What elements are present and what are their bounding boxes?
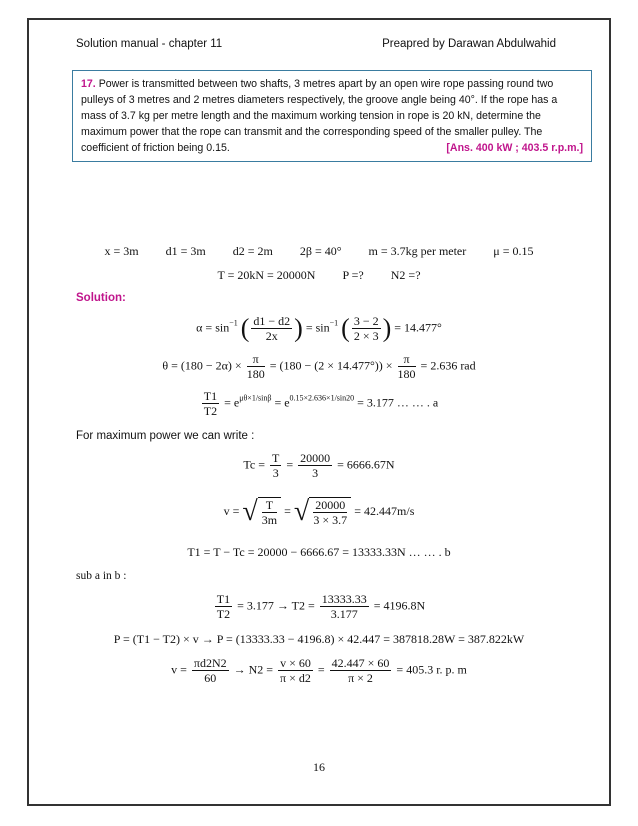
given-tension: T = 20kN = 20000N [217, 268, 316, 282]
t1-equation: T1 = T − Tc = 20000 − 6666.67 = 13333.33N … … . b [187, 545, 451, 559]
tc-equation: Tc = $\frac{T}{3}$ = $\frac{20000}{3}$ = 6666.67N [243, 451, 395, 480]
given-n2: N2 =? [390, 268, 421, 282]
problem-answer: [Ans. 400 kW ; 403.5 r.p.m.] [446, 142, 583, 154]
problem-box [72, 70, 592, 162]
given-d1: d1 = 3m [165, 244, 206, 258]
given-beta: 2β = 40° [299, 244, 342, 258]
given-mass: m = 3.7kg per meter [368, 244, 467, 258]
problem-number: 17. [81, 78, 96, 90]
header-left: Solution manual - chapter 11 [76, 38, 223, 50]
theta-equation: θ = (180 − 2α) × $\frac{\pi}{180}$ = (180 − (2 × 14.477°)) × $\frac{\pi}{180}$ = 2.636 rad [162, 352, 476, 381]
max-power-text: For maximum power we can write : [76, 430, 255, 442]
problem-text: Power is transmitted between two shafts, 3 metres apart by an open wire rope passing round two pulleys of 3 metres and 2 metres diameters respectively, the groove angle being 40°. If the rope has a mass of 3.7 kg per metre length and the maximum working tension in rope is 20 kN, determine the maximum power that the rope can transmit and the corresponding speed of the smaller pulley. The coefficient of friction being 0.15. [81, 78, 558, 154]
given-d2: d2 = 2m [232, 244, 273, 258]
given-values-row [0, 244, 638, 259]
given-mu: μ = 0.15 [493, 244, 534, 258]
header-right: Preapred by Darawan Abdulwahid [382, 38, 556, 50]
velocity-equation: v = √ $\frac{T}{3m}$ = √ $\frac{20000}{3 \times 3.7}$ = 42.447m/s [223, 496, 415, 527]
power-equation: P = (T1 − T2) × v → P = (13333.33 − 4196.8) × 42.447 = 387818.28W = 387.822kW [113, 632, 525, 646]
page-number: 16 [313, 760, 325, 774]
t2-equation: $\frac{T1}{T2}$ = 3.177 → T2 = $\frac{13333.33}{3.177}$ = 4196.8N [216, 592, 426, 621]
given-values-row-2 [0, 268, 638, 283]
given-x: x = 3m [104, 244, 139, 258]
substitution-text: sub a in b : [76, 570, 127, 582]
solution-label: Solution: [76, 292, 126, 304]
alpha-equation: $\alpha = \sin^{-1}$ ( $\frac{d1 - d2}{2x}$ ) = $\sin^{-1}$ ( $\frac{3 - 2}{2 \times 3}$ ) = 14.477° [196, 313, 442, 343]
tension-ratio-equation: $\frac{T1}{T2}$ = $e^{\mu\theta\times 1/sin\beta} = e^{0.15\times 2.636\times 1/sin20} = 3.177$ … … . a [203, 389, 439, 418]
given-power: P =? [342, 268, 364, 282]
speed-equation: v = $\frac{\pi d2N2}{60}$ → N2 = $\frac{v \times 60}{\pi \times d2}$ = $\frac{42.447 \times 60}{\pi \times 2}$ = 405.3 r. p. m [171, 656, 467, 685]
